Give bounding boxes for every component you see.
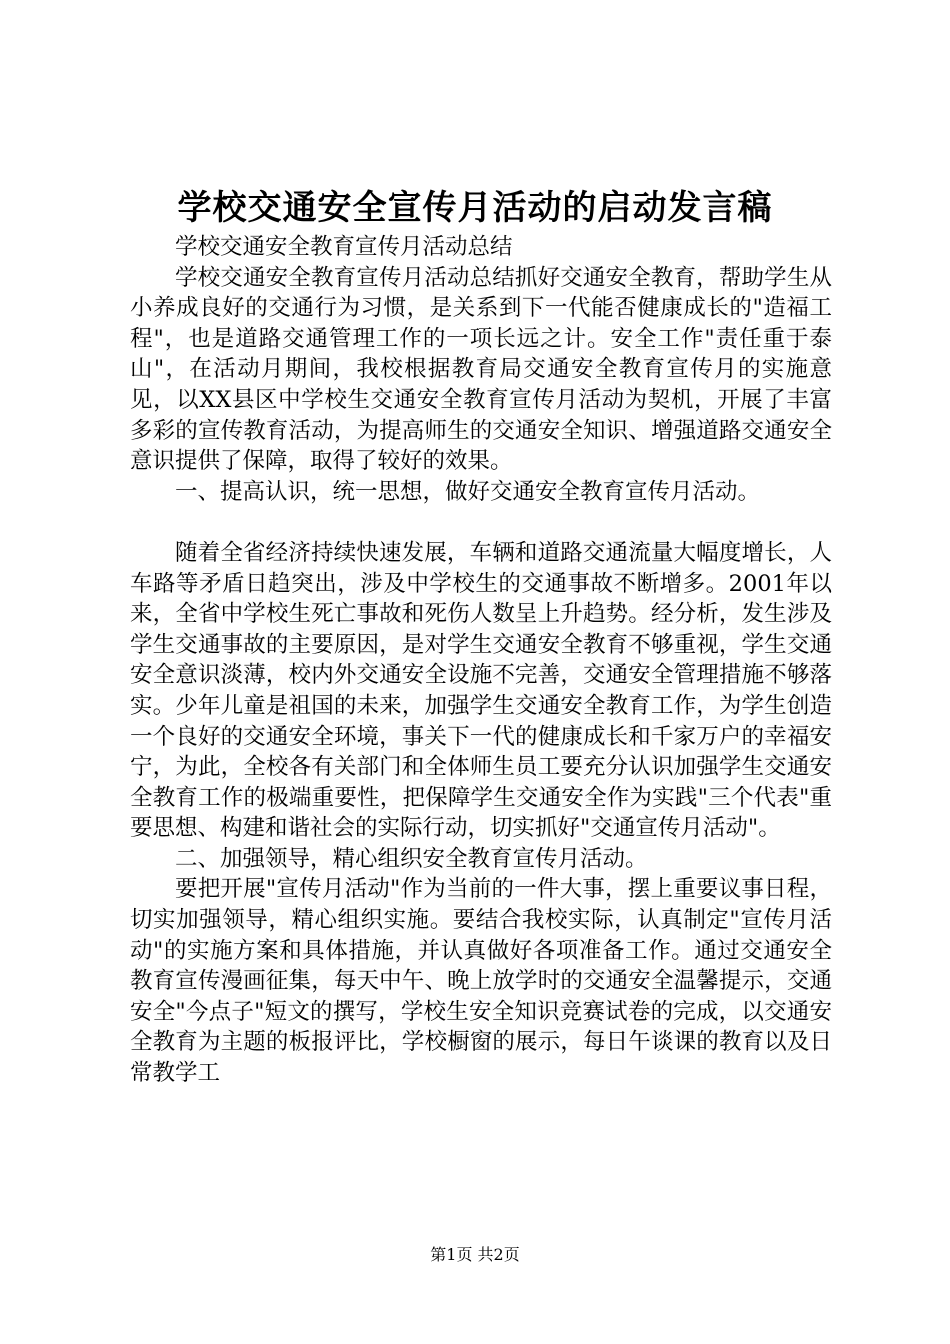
paragraph-intro: 学校交通安全教育宣传月活动总结抓好交通安全教育，帮助学生从小养成良好的交通行为习惯，是关系到下一代能否健康成长的"造福工程"，也是道路交通管理工作的一项长远之计。安全工作"责任重于泰山"，在活动月期间，我校根据教育局交通安全教育宣传月的实施意见，以XX县区中学校生交通安全教育宣传月活动为契机，开展了丰富多彩的宣传教育活动，为提高师生的交通安全知识、增强道路交通安全意识提供了保障，取得了较好的效果。 [130,264,832,475]
section-heading-1: 一、提高认识，统一思想，做好交通安全教育宣传月活动。 [175,478,761,505]
paragraph-section-1: 随着全省经济持续快速发展，车辆和道路交通流量大幅度增长，人车路等矛盾日趋突出，涉及中学校生的交通事故不断增多。2001年以来，全省中学校生死亡事故和死伤人数呈上升趋势。经分析，发生涉及学生交通事故的主要原因，是对学生交通安全教育不够重视，学生交通安全意识淡薄，校内外交通安全设施不完善，交通安全管理措施不够落实。少年儿童是祖国的未来，加强学生交通安全教育工作，为学生创造一个良好的交通安全环境，事关下一代的健康成长和千家万户的幸福安宁，为此，全校各有关部门和全体师生员工要充分认识加强学生交通安全教育工作的极端重要性，把保障学生交通安全作为实践"三个代表"重要思想、构建和谐社会的实际行动，切实抓好"交通宣传月活动"。 [130,539,832,842]
page-number: 第1页 共2页 [430,1245,520,1264]
paragraph-section-2: 要把开展"宣传月活动"作为当前的一件大事，摆上重要议事日程，切实加强领导，精心组织实施。要结合我校实际，认真制定"宣传月活动"的实施方案和具体措施，并认真做好各项准备工作。通过交通安全教育宣传漫画征集，每天中午、晚上放学时的交通安全温馨提示，交通安全"今点子"短文的撰写，学校生安全知识竞赛试卷的完成，以交通安全教育为主题的板报评比，学校橱窗的展示，每日午谈课的教育以及日常教学工 [130,876,832,1087]
document-title: 学校交通安全宣传月活动的启动发言稿 [177,188,773,228]
section-heading-2: 二、加强领导，精心组织安全教育宣传月活动。 [175,845,648,872]
document-body [130,232,832,1089]
paragraph-subtitle: 学校交通安全教育宣传月活动总结 [175,234,513,260]
